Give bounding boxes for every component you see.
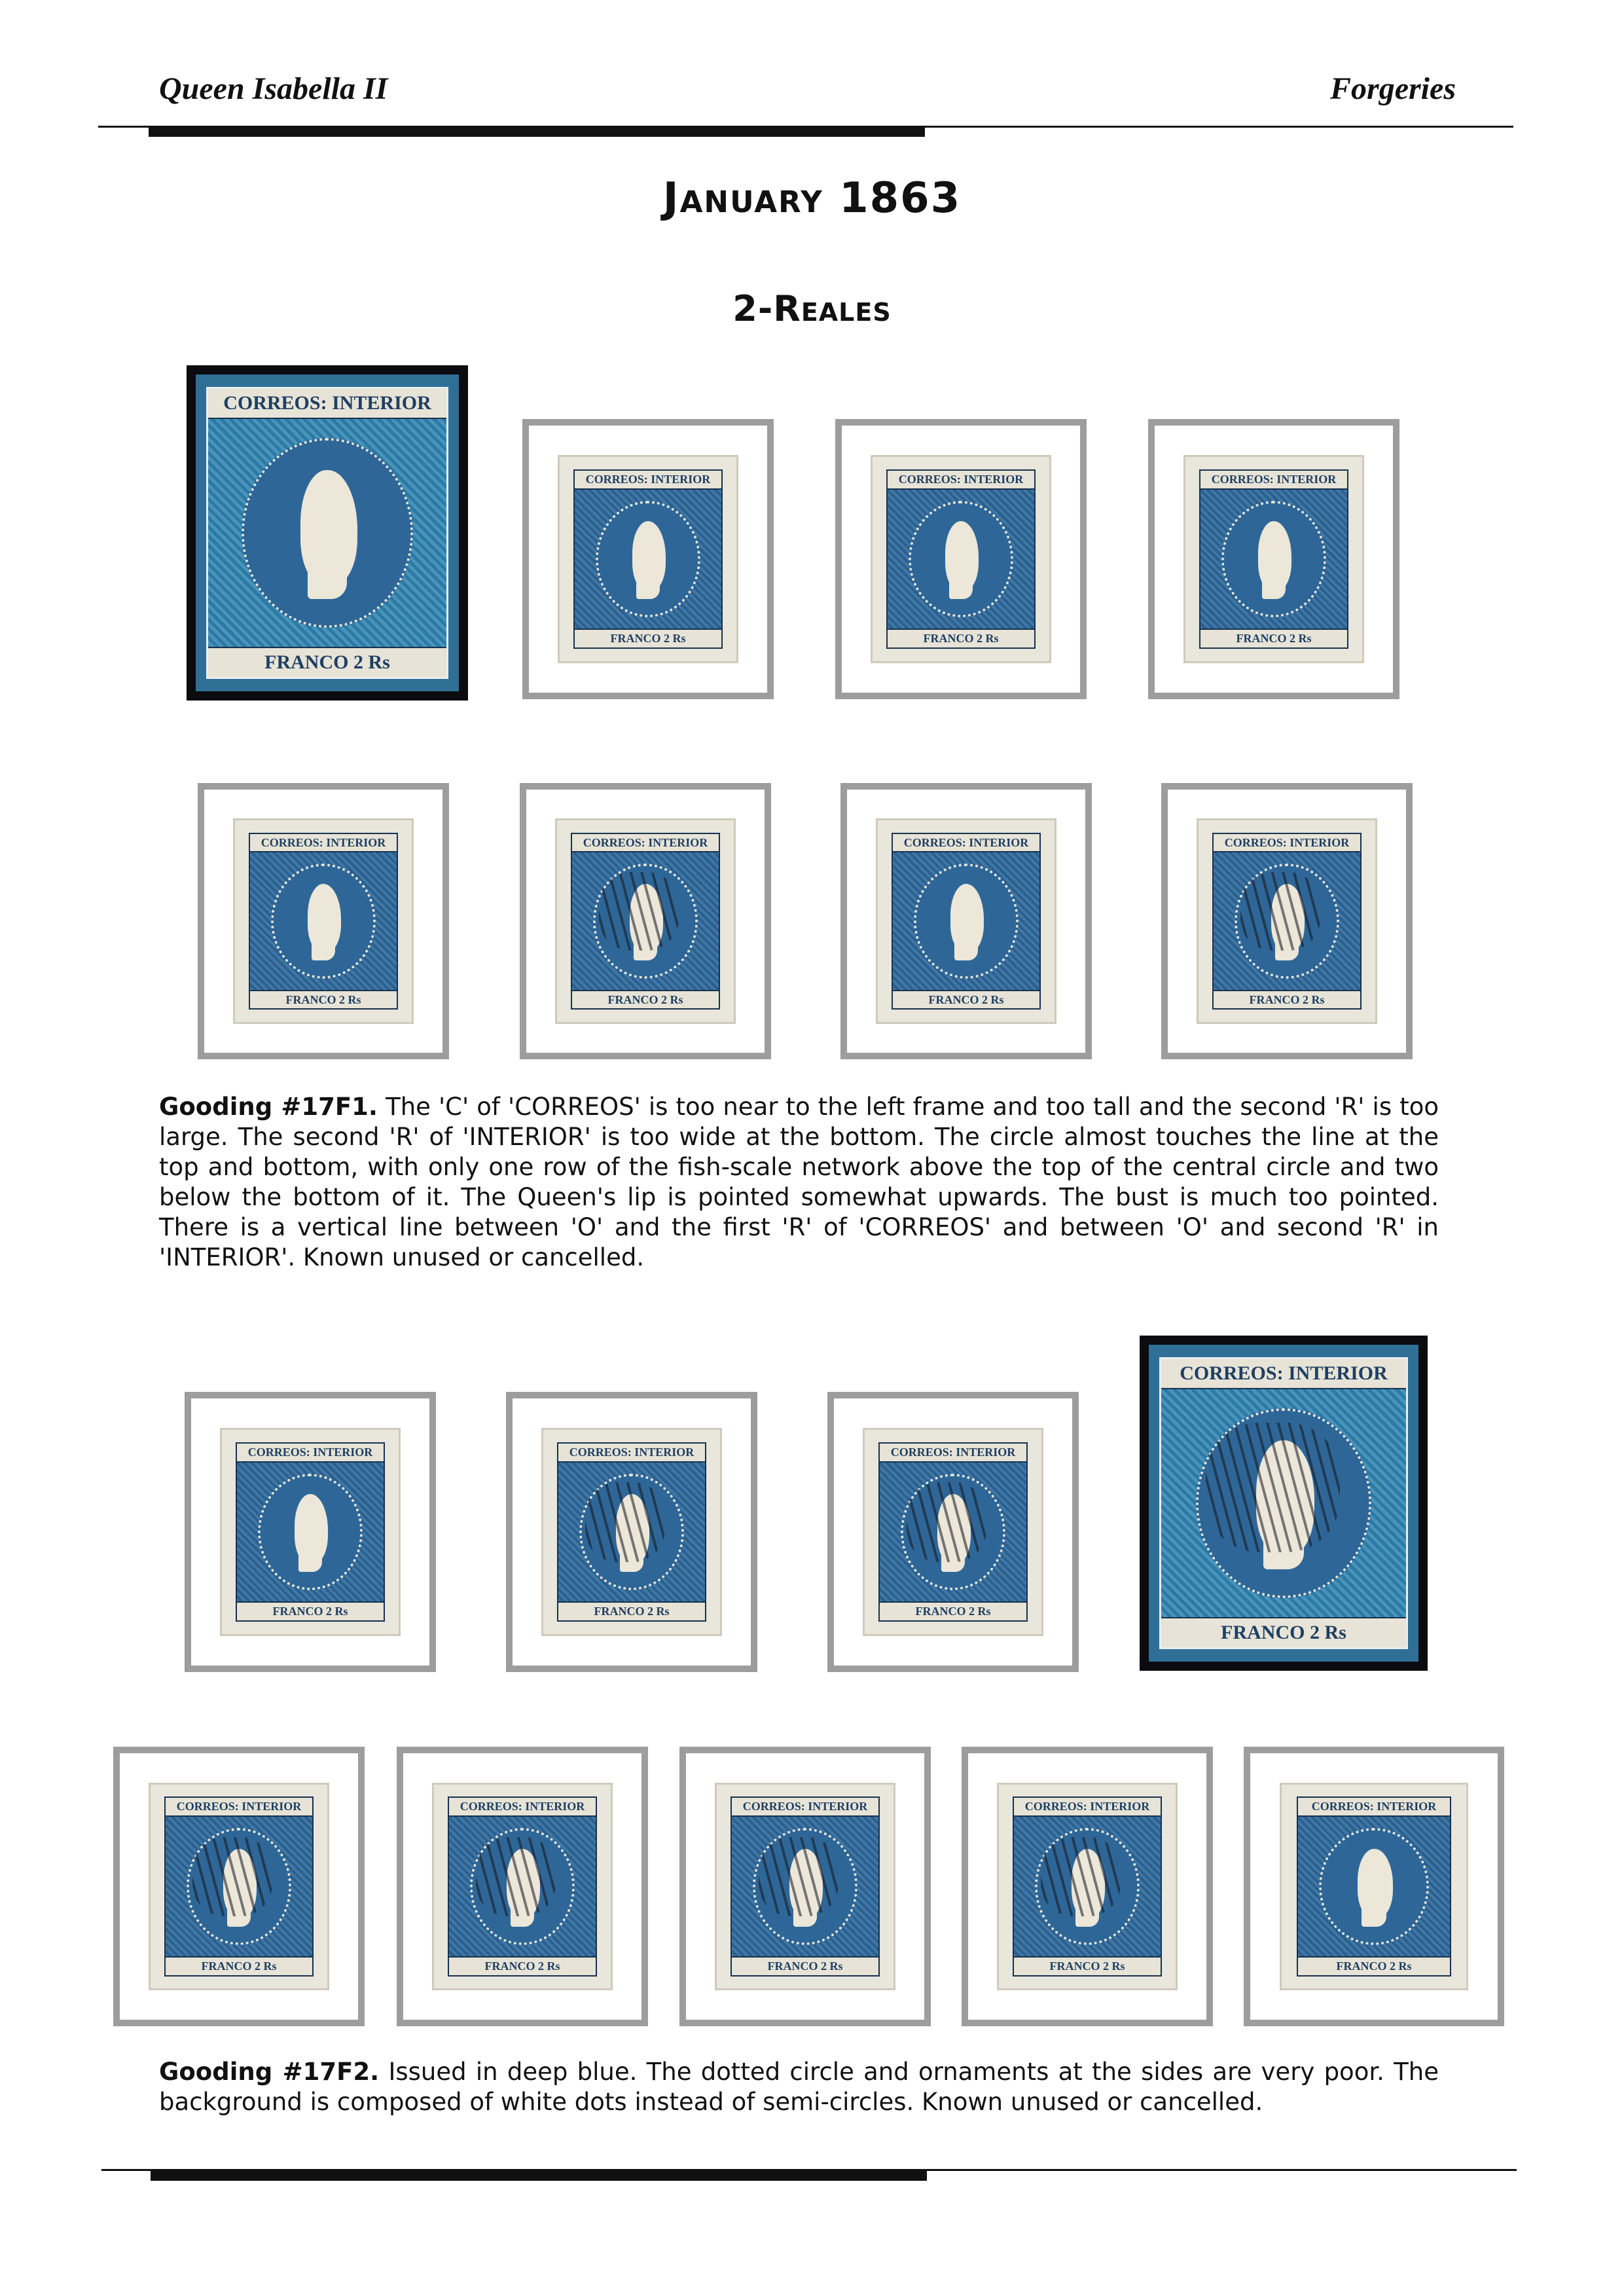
cancellation-mark — [585, 1482, 666, 1562]
stamp-legend-top: CORREOS: INTERIOR — [732, 1798, 878, 1817]
description-17f2 — [159, 2057, 1439, 2117]
text-17f1: The 'C' of 'CORREOS' is too near to the left frame and too tall and the second 'R' is too large. The second 'R' of 'INTERIOR' is too wide at the bottom. The circle almost touches the line at the top and bottom, with only one row of the fish-scale network above the top of the central circle and two below the bottom of it. The Queen's lip is pointed somewhat upwards. The bust is much too pointed. There is a vertical line between 'O' and the first 'R' of 'CORREOS' and between 'O' and second 'R' in 'INTERIOR'. Known unused or cancelled. — [159, 1093, 1439, 1271]
stamp-legend-bottom: FRANCO 2 Rs — [250, 990, 396, 1009]
stamp-image — [1280, 1783, 1468, 1990]
stamp-legend-top: CORREOS: INTERIOR — [208, 389, 446, 419]
queen-bust — [954, 937, 979, 961]
stamp-design — [1159, 1357, 1407, 1649]
stamp-image — [555, 818, 736, 1024]
stamp-mount — [1140, 1336, 1428, 1671]
stamp-legend-bottom: FRANCO 2 Rs — [880, 1601, 1026, 1620]
stamp-image — [432, 1783, 613, 1990]
stamp-legend-bottom: FRANCO 2 Rs — [893, 990, 1039, 1009]
stamp-design — [164, 1796, 313, 1976]
stamp-legend-bottom: FRANCO 2 Rs — [1200, 629, 1346, 647]
cancellation-mark — [759, 1837, 839, 1917]
stamp-mount — [113, 1747, 365, 2026]
stamp-legend-bottom: FRANCO 2 Rs — [732, 1956, 878, 1975]
stamp-image — [1197, 818, 1378, 1024]
stamp-mount — [522, 419, 774, 699]
stamp-mount — [840, 783, 1092, 1059]
stamp-design — [571, 833, 719, 1010]
header-title: Queen Isabella II — [159, 71, 388, 106]
stamp-image — [1149, 1345, 1418, 1662]
stamp-design — [1199, 469, 1348, 649]
stamp-image — [876, 818, 1057, 1024]
queen-bust — [1362, 1902, 1386, 1926]
queen-bust — [298, 1548, 323, 1573]
stamp-legend-top: CORREOS: INTERIOR — [575, 471, 721, 490]
stamp-legend-bottom: FRANCO 2 Rs — [208, 647, 446, 677]
stamp-medallion — [271, 864, 376, 979]
stamp-design — [1013, 1796, 1161, 1976]
stamp-image — [871, 455, 1052, 663]
stamp-design — [892, 833, 1040, 1010]
stamp-medallion — [1319, 1828, 1428, 1944]
stamp-legend-top: CORREOS: INTERIOR — [558, 1444, 704, 1463]
stamp-legend-bottom: FRANCO 2 Rs — [449, 1956, 595, 1975]
stamp-design — [206, 387, 448, 678]
stamp-mount — [679, 1747, 931, 2026]
stamp-legend-top: CORREOS: INTERIOR — [237, 1444, 383, 1463]
stamp-medallion — [914, 864, 1019, 979]
stamp-design — [557, 1442, 706, 1622]
stamp-legend-bottom: FRANCO 2 Rs — [1014, 1956, 1160, 1975]
stamp-image — [863, 1428, 1044, 1636]
stamp-legend-bottom: FRANCO 2 Rs — [1214, 990, 1360, 1009]
stamp-design — [249, 833, 397, 1010]
stamp-design — [731, 1796, 879, 1976]
queen-bust — [949, 575, 973, 600]
stamp-mount — [835, 419, 1087, 699]
queen-bust — [1262, 575, 1286, 600]
stamp-legend-top: CORREOS: INTERIOR — [250, 834, 396, 853]
stamp-image — [220, 1428, 401, 1636]
stamp-legend-top: CORREOS: INTERIOR — [572, 834, 718, 853]
page-subtitle: 2-Reales — [732, 288, 892, 329]
stamp-medallion — [1221, 501, 1327, 618]
cancellation-mark — [192, 1837, 273, 1917]
stamp-mount — [827, 1392, 1079, 1672]
stamp-mount — [185, 1392, 436, 1672]
stamp-legend-bottom: FRANCO 2 Rs — [572, 990, 718, 1009]
stamp-legend-top: CORREOS: INTERIOR — [888, 471, 1034, 490]
stamp-image — [558, 455, 739, 663]
stamp-medallion — [258, 1474, 363, 1591]
stamp-medallion — [909, 501, 1014, 618]
stamp-legend-bottom: FRANCO 2 Rs — [237, 1601, 383, 1620]
stamp-image — [233, 818, 414, 1024]
stamp-image — [196, 374, 459, 691]
stamp-legend-bottom: FRANCO 2 Rs — [558, 1601, 704, 1620]
stamp-legend-top: CORREOS: INTERIOR — [1200, 471, 1346, 490]
stamp-mount — [962, 1747, 1213, 2026]
header-section: Forgeries — [1330, 71, 1456, 106]
stamp-image — [1183, 455, 1365, 663]
footer-rule-thick — [151, 2171, 927, 2181]
stamp-legend-top: CORREOS: INTERIOR — [1161, 1359, 1405, 1389]
stamp-legend-top: CORREOS: INTERIOR — [893, 834, 1039, 853]
stamp-legend-top: CORREOS: INTERIOR — [166, 1798, 312, 1817]
reference-17f2: Gooding #17F2. — [159, 2058, 380, 2086]
stamp-mount — [1148, 419, 1399, 699]
stamp-mount — [520, 783, 771, 1059]
stamp-image — [715, 1783, 896, 1990]
queen-bust — [312, 937, 336, 961]
page-title: January 1863 — [662, 174, 962, 223]
stamp-legend-bottom: FRANCO 2 Rs — [1161, 1617, 1405, 1647]
stamp-mount — [1244, 1747, 1504, 2026]
stamp-image — [997, 1783, 1178, 1990]
cancellation-mark — [1206, 1423, 1340, 1552]
stamp-medallion — [242, 438, 413, 628]
stamp-image — [149, 1783, 330, 1990]
stamp-design — [1212, 833, 1361, 1010]
cancellation-mark — [476, 1837, 556, 1917]
stamp-design — [886, 469, 1035, 649]
queen-bust — [636, 575, 660, 600]
stamp-design — [878, 1442, 1027, 1622]
cancellation-mark — [1041, 1837, 1121, 1917]
stamp-mount — [506, 1392, 757, 1672]
cancellation-mark — [599, 872, 679, 951]
stamp-mount — [198, 783, 449, 1059]
stamp-design — [573, 469, 722, 649]
stamp-legend-top: CORREOS: INTERIOR — [1214, 834, 1360, 853]
cancellation-mark — [1240, 872, 1321, 951]
stamp-legend-top: CORREOS: INTERIOR — [449, 1798, 595, 1817]
stamp-legend-bottom: FRANCO 2 Rs — [575, 629, 721, 647]
cancellation-mark — [907, 1482, 987, 1562]
stamp-mount — [397, 1747, 648, 2026]
header-rule-thick — [149, 127, 925, 137]
reference-17f1: Gooding #17F1. — [159, 1093, 378, 1121]
stamp-design — [448, 1796, 596, 1976]
stamp-design — [1297, 1796, 1451, 1976]
stamp-legend-top: CORREOS: INTERIOR — [880, 1444, 1026, 1463]
text-17f2: Issued in deep blue. The dotted circle and ornaments at the sides are very poor. The background is composed of white dots instead of semi-circles. Known unused or cancelled. — [159, 2058, 1439, 2116]
stamp-mount — [1161, 783, 1413, 1059]
stamp-design — [236, 1442, 384, 1622]
stamp-image — [541, 1428, 723, 1636]
description-17f1 — [159, 1092, 1439, 1273]
stamp-legend-bottom: FRANCO 2 Rs — [888, 629, 1034, 647]
stamp-mount — [187, 365, 468, 701]
stamp-legend-top: CORREOS: INTERIOR — [1298, 1798, 1450, 1817]
stamp-medallion — [596, 501, 701, 618]
queen-bust — [308, 558, 348, 599]
stamp-legend-top: CORREOS: INTERIOR — [1014, 1798, 1160, 1817]
stamp-legend-bottom: FRANCO 2 Rs — [166, 1956, 312, 1975]
stamp-legend-bottom: FRANCO 2 Rs — [1298, 1956, 1450, 1975]
